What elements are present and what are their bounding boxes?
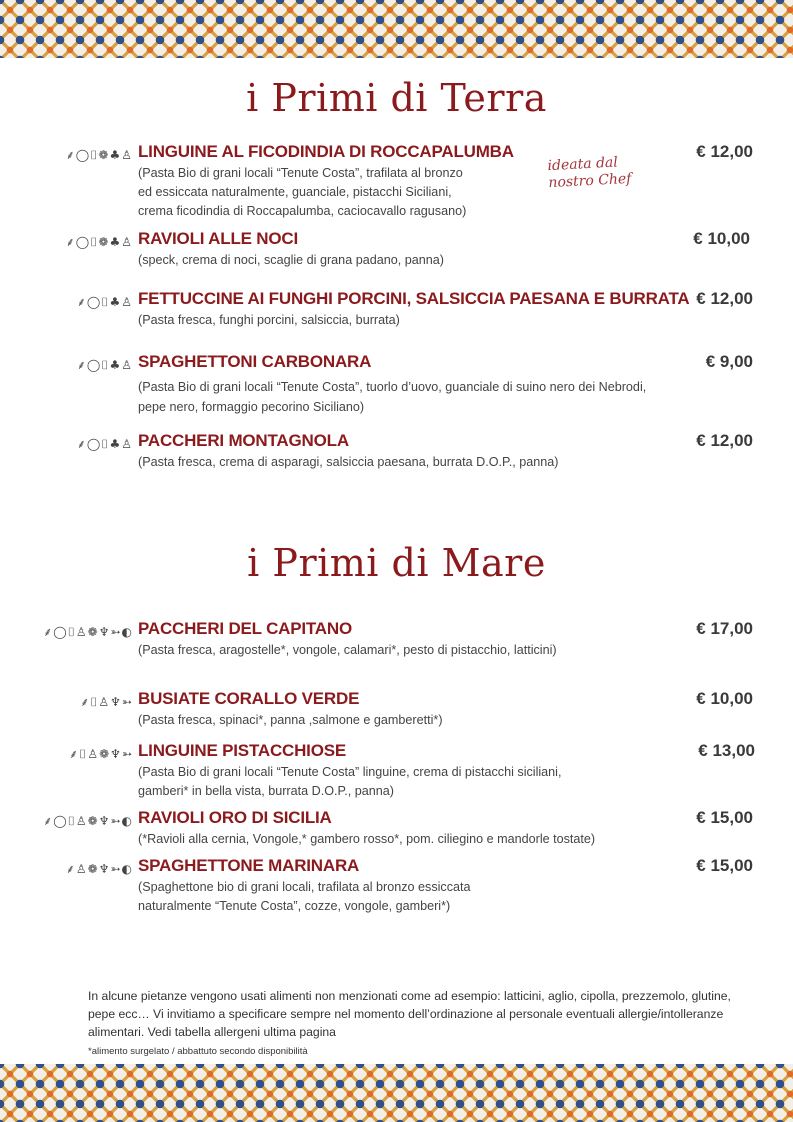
dish-name: FETTUCCINE AI FUNGHI PORCINI, SALSICCIA PAESANA E BURRATA xyxy=(138,289,690,308)
dish-price: € 12,00 xyxy=(696,289,753,308)
dish-description: (Pasta fresca, spinaci*, panna ,salmone e gamberetti*) xyxy=(138,713,443,727)
dish-name: RAVIOLI ORO DI SICILIA xyxy=(138,808,332,827)
frozen-footnote: *alimento surgelato / abbattuto secondo disponibilità xyxy=(88,1046,308,1057)
allergen-icons: ⸙♙❁♆➳◐ xyxy=(65,862,133,876)
dish-description: (speck, crema di noci, scaglie di grana padano, panna) xyxy=(138,253,444,267)
allergen-note: In alcune pietanze vengono usati alimenti non menzionati come ad esempio: latticini, aglio, cipolla, prezzemolo, glutine, pepe ecc… Vi invitiamo a specificare sempre nel momento dell’ordinazione al personale eventuali allergie/intolleranze alimentari. Vedi tabella allergeni ultima pagina xyxy=(88,989,731,1039)
dish-price: € 10,00 xyxy=(693,229,750,248)
section-title-terra: i Primi di Terra xyxy=(246,76,547,120)
allergen-icons: ⸙⌷♙♆➳ xyxy=(80,695,133,709)
allergen-icons: ⸙◯⌷♣♙ xyxy=(76,437,133,451)
allergen-icons: ⸙◯⌷♙❁♆➳◐ xyxy=(43,625,133,639)
decorative-tile-border-top xyxy=(0,0,793,58)
allergen-icons: ⸙⌷♙❁♆➳ xyxy=(69,747,133,761)
allergen-icons: ⸙◯⌷❁♣♙ xyxy=(65,235,133,249)
dish-price: € 9,00 xyxy=(705,352,753,371)
dish-name: LINGUINE PISTACCHIOSE xyxy=(138,741,347,760)
dish-price: € 12,00 xyxy=(696,142,753,161)
chef-note: ideata dal nostro Chef xyxy=(547,154,632,192)
allergen-icons: ⸙◯⌷♙❁♆➳◐ xyxy=(43,814,133,828)
dish-price: € 13,00 xyxy=(698,741,755,760)
dish-description: (Pasta Bio di grani locali “Tenute Costa”, tuorlo d’uovo, guanciale di suino nero dei Nebrodi, pepe nero, formaggio pecorino Siciliano) xyxy=(138,380,647,414)
section-title-mare: i Primi di Mare xyxy=(247,541,546,585)
dish-name: BUSIATE CORALLO VERDE xyxy=(138,689,360,708)
dish-price: € 12,00 xyxy=(696,431,753,450)
dish-description: (Pasta fresca, funghi porcini, salsiccia, burrata) xyxy=(138,313,400,327)
allergen-icons: ⸙◯⌷❁♣♙ xyxy=(65,148,133,162)
dish-name: PACCHERI DEL CAPITANO xyxy=(138,619,352,638)
dish-description: (*Ravioli alla cernia, Vongole,* gambero rosso*, pom. ciliegino e mandorle tostate) xyxy=(138,832,596,846)
dish-description: (Pasta fresca, aragostelle*, vongole, calamari*, pesto di pistacchio, latticini) xyxy=(138,643,557,657)
dish-description: (Pasta fresca, crema di asparagi, salsiccia paesana, burrata D.O.P., panna) xyxy=(138,455,559,469)
dish-name: RAVIOLI ALLE NOCI xyxy=(138,229,298,248)
dish-description: (Spaghettone bio di grani locali, trafilata al bronzo essiccata naturalmente “Tenute Costa”, cozze, vongole, gamberi*) xyxy=(138,880,471,913)
dish-description: (Pasta Bio di grani locali “Tenute Costa” linguine, crema di pistacchi siciliani, gamberi* in bella vista, burrata D.O.P., panna) xyxy=(138,765,562,798)
allergen-icons: ⸙◯⌷♣♙ xyxy=(76,358,133,372)
dish-price: € 15,00 xyxy=(696,808,753,827)
dish-description: (Pasta Bio di grani locali “Tenute Costa”, trafilata al bronzo ed essiccata naturalmente, guanciale, pistacchi Siciliani, crema ficodindia di Roccapalumba, caciocavallo ragusano) xyxy=(138,166,467,218)
decorative-tile-border-bottom xyxy=(0,1064,793,1122)
dish-price: € 15,00 xyxy=(696,856,753,875)
dish-price: € 10,00 xyxy=(696,689,753,708)
dish-name: LINGUINE AL FICODINDIA DI ROCCAPALUMBA xyxy=(138,142,514,161)
allergen-icons: ⸙◯⌷♣♙ xyxy=(76,295,133,309)
dish-name: SPAGHETTONI CARBONARA xyxy=(138,352,372,371)
dish-price: € 17,00 xyxy=(696,619,753,638)
dish-name: SPAGHETTONE MARINARA xyxy=(138,856,360,875)
dish-name: PACCHERI MONTAGNOLA xyxy=(138,431,349,450)
